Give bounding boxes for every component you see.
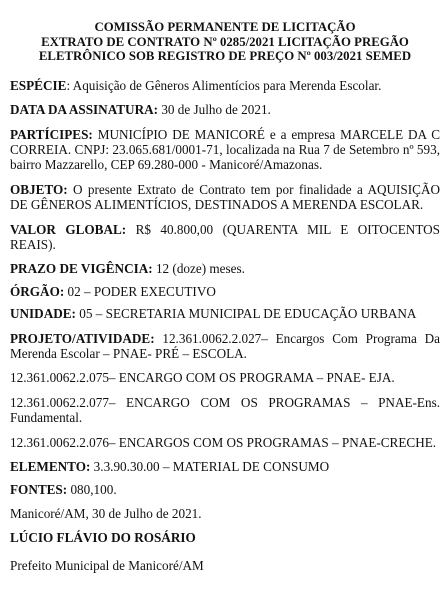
participes-label: PARTÍCIPES: (10, 126, 93, 142)
participes-value: MUNICÍPIO DE MANICORÉ e a empresa MARCELE DA C CORREIA. CNPJ: 23.065.681/0001-71, localizada na Rua 7 de Setembro nº 593, bairro Mazzarello, CEP 69.280-000 - Manicoré/Amazonas. (10, 126, 441, 173)
projeto-value: 12.361.0062.2.027– Encargos Com Programa Da Merenda Escolar – PNAE- PRÉ – ESCOLA. (10, 330, 441, 362)
valor-global-value: R$ 40.800,00 (QUARENTA MIL E OITOCENTOS REAIS). (10, 221, 440, 253)
projeto-label: PROJETO/ATIVIDADE: (10, 330, 155, 346)
header-line-2: EXTRATO DE CONTRATO Nº 0285/2021 LICITAÇÃO PREGÃO (41, 34, 409, 49)
data-assinatura-value: 30 de Julho de 2021. (161, 102, 271, 118)
prazo-paragraph (10, 261, 440, 276)
objeto-paragraph (10, 182, 440, 213)
participes-paragraph (10, 127, 440, 173)
header-line-1: COMISSÃO PERMANENTE DE LICITAÇÃO (94, 20, 356, 34)
fontes-value: 080,100. (70, 481, 117, 497)
signatory-name: LÚCIO FLÁVIO DO ROSÁRIO (10, 530, 196, 546)
unidade-value: 05 – SECRETARIA MUNICIPAL DE EDUCAÇÃO URBANA (79, 306, 417, 322)
especie-value: Aquisição de Gêneros Alimentícios para Merenda Escolar. (72, 77, 382, 93)
orgao-label: ÓRGÃO: (10, 283, 65, 299)
valor-global-label: VALOR GLOBAL: (10, 221, 127, 237)
especie-label: ESPÉCIE (10, 77, 67, 93)
local-data: Manicoré/AM, 30 de Julho de 2021. (10, 505, 202, 521)
data-assinatura-label: DATA DA ASSINATURA: (10, 102, 159, 118)
fontes-paragraph (10, 482, 440, 497)
signatory-role: Prefeito Municipal de Manicoré/AM (10, 557, 204, 573)
orgao-paragraph (10, 284, 440, 299)
fontes-label: FONTES: (10, 481, 68, 497)
prazo-value: 12 (doze) meses. (155, 261, 245, 277)
unidade-label: UNIDADE: (10, 306, 76, 322)
orgao-value: 02 – PODER EXECUTIVO (67, 283, 216, 299)
document-header (10, 20, 440, 64)
projeto-paragraph (10, 331, 440, 362)
unidade-paragraph (10, 306, 440, 321)
objeto-label: OBJETO: (10, 181, 68, 197)
atividade-paragraph-creche: 12.361.0062.2.076– ENCARGOS COM OS PROGRAMAS – PNAE-CRECHE. (10, 434, 437, 450)
data-assinatura-paragraph (10, 102, 440, 117)
elemento-label: ELEMENTO: (10, 459, 91, 475)
valor-global-paragraph (10, 222, 440, 253)
elemento-value: 3.3.90.30.00 – MATERIAL DE CONSUMO (93, 459, 330, 475)
atividade-paragraph-eja: 12.361.0062.2.075– ENCARGO COM OS PROGRAMA – PNAE- EJA. (10, 370, 395, 386)
especie-paragraph: ESPÉCIE: Aquisição de Gêneros Alimentícios para Merenda Escolar. (10, 77, 382, 93)
elemento-paragraph (10, 459, 440, 474)
header-line-3: ELETRÔNICO SOB REGISTRO DE PREÇO Nº 003/2021 SEMED (38, 49, 412, 64)
objeto-value: O presente Extrato de Contrato tem por finalidade a AQUISIÇÃO DE GÊNEROS ALIMENTÍCIOS, DESTINADOS A MERENDA ESCOLAR. (10, 181, 440, 213)
prazo-label: PRAZO DE VIGÊNCIA: (10, 261, 153, 277)
atividade-paragraph-fundamental: 12.361.0062.2.077– ENCARGO COM OS PROGRAMAS – PNAE-Ens. Fundamental. (10, 394, 440, 426)
